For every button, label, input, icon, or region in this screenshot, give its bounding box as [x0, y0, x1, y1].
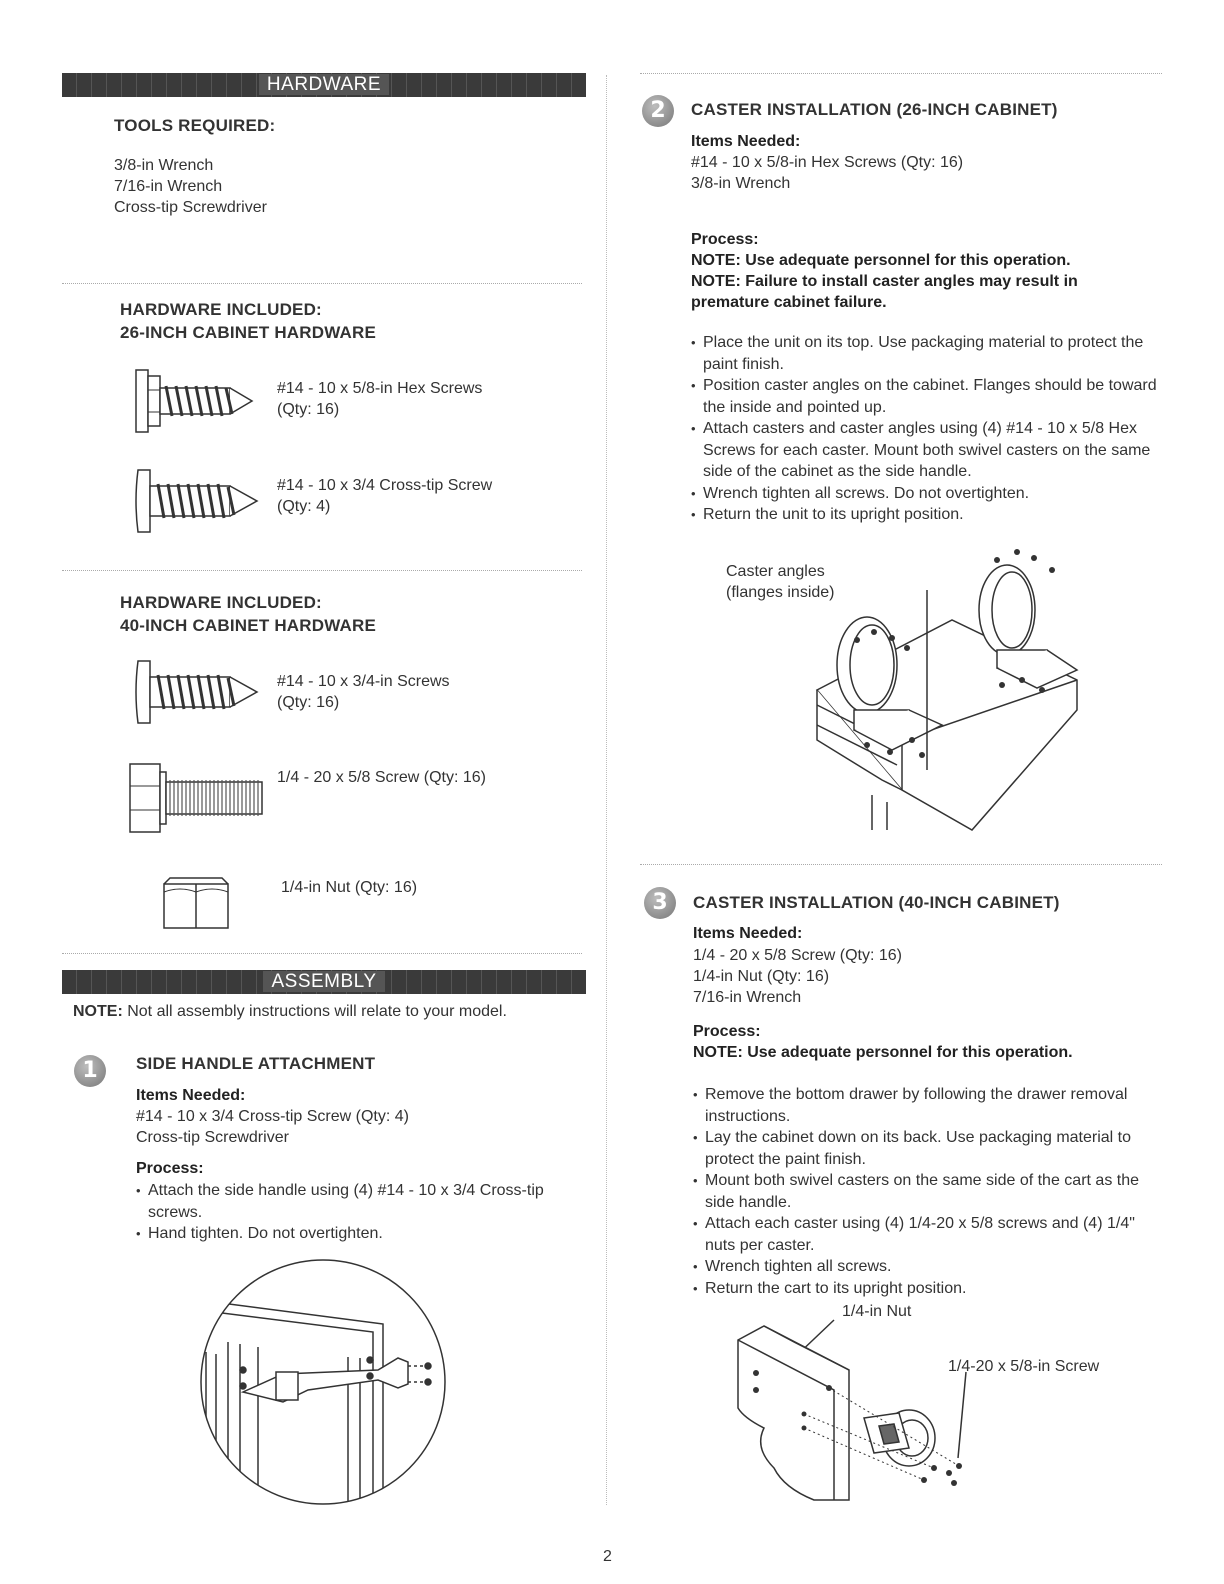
list-item: • Return the unit to its upright position. — [691, 504, 1161, 526]
hw26-item-hex-screws: #14 - 10 x 5/8-in Hex Screws (Qty: 16) — [277, 380, 483, 418]
hw40-item-nut: 1/4-in Nut (Qty: 16) — [281, 879, 418, 896]
hw40-item-screws: #14 - 10 x 3/4-in Screws (Qty: 16) — [277, 673, 450, 711]
bolt-icon — [128, 758, 278, 838]
tool-item: 7/16-in Wrench — [114, 178, 223, 195]
step-3-title: CASTER INSTALLATION (40-INCH CABINET) — [693, 893, 1060, 912]
tools-heading: TOOLS REQUIRED: — [114, 116, 276, 135]
step-1-title: SIDE HANDLE ATTACHMENT — [136, 1054, 376, 1073]
step-2-items-label: Items Needed: — [691, 133, 801, 150]
step-3-items: 1/4 - 20 x 5/8 Screw (Qty: 16) 1/4-in Nut (Qty: 16) 7/16-in Wrench — [693, 947, 902, 1006]
list-item: • Position caster angles on the cabinet. Flanges should be toward the inside and pointed up. — [691, 375, 1161, 418]
tool-item: Cross-tip Screwdriver — [114, 199, 267, 216]
caster-40-illustration — [734, 1318, 974, 1500]
step-1-badge: 1 — [74, 1055, 106, 1087]
step-3-process: Process: NOTE: Use adequate personnel for this operation. — [693, 1023, 1073, 1061]
list-item: • Attach each caster using (4) 1/4-20 x 5/8 screws and (4) 1/4" nuts per caster. — [693, 1213, 1153, 1256]
assembly-banner: ASSEMBLY — [62, 970, 586, 994]
page-number: 2 — [603, 1548, 612, 1565]
step-3-items-label: Items Needed: — [693, 925, 803, 942]
column-divider — [606, 75, 607, 1505]
list-item: • Place the unit on its top. Use packaging material to protect the paint finish. — [691, 332, 1161, 375]
step-1-items: #14 - 10 x 3/4 Cross-tip Screw (Qty: 4) Cross-tip Screwdriver — [136, 1108, 409, 1146]
divider — [62, 570, 582, 571]
step-2-process: Process: NOTE: Use adequate personnel for this operation. NOTE: Failure to install caster angles may result in premature cabinet failure. — [691, 231, 1078, 311]
divider — [640, 73, 1162, 74]
step-2-title: CASTER INSTALLATION (26-INCH CABINET) — [691, 100, 1058, 119]
list-item: • Lay the cabinet down on its back. Use packaging material to protect the paint finish. — [693, 1127, 1153, 1170]
list-item: • Attach the side handle using (4) #14 - 10 x 3/4 Cross-tip screws. — [136, 1180, 596, 1223]
hw26-heading: HARDWARE INCLUDED: 26-INCH CABINET HARDWARE — [120, 300, 377, 342]
screw-icon — [132, 657, 272, 727]
tools-list — [114, 155, 267, 218]
divider — [62, 953, 582, 954]
step-1-items-label: Items Needed: — [136, 1087, 246, 1104]
step-2-bullets — [691, 332, 1161, 526]
list-item: • Hand tighten. Do not overtighten. — [136, 1223, 596, 1245]
assembly-note: NOTE: Not all assembly instructions will relate to your model. — [73, 1003, 507, 1020]
cross-tip-screw-icon — [132, 466, 272, 536]
caster-26-illustration — [812, 540, 1082, 840]
tool-item: 3/8-in Wrench — [114, 157, 214, 174]
list-item: • Wrench tighten all screws. Do not overtighten. — [691, 483, 1161, 505]
hardware-banner: HARDWARE — [62, 73, 586, 97]
hex-screw-icon — [132, 366, 272, 436]
caster-angles-callout: Caster angles (flanges inside) — [726, 563, 835, 601]
step-1-bullets — [136, 1180, 596, 1245]
step-2-items: #14 - 10 x 5/8-in Hex Screws (Qty: 16) 3/8-in Wrench — [691, 154, 964, 192]
list-item: • Return the cart to its upright position. — [693, 1278, 1153, 1300]
step-3-bullets — [693, 1084, 1153, 1299]
step-2-badge: 2 — [642, 95, 674, 127]
list-item: • Attach casters and caster angles using (4) #14 - 10 x 5/8 Hex Screws for each caster. Mount both swivel casters on the same side of the cabinet as the side handle. — [691, 418, 1161, 483]
side-handle-illustration — [198, 1262, 448, 1502]
divider — [640, 864, 1162, 865]
hw26-item-cross-tip-screw: #14 - 10 x 3/4 Cross-tip Screw (Qty: 4) — [277, 477, 493, 515]
nut-callout: 1/4-in Nut — [842, 1303, 912, 1320]
hw40-heading: HARDWARE INCLUDED: 40-INCH CABINET HARDWARE — [120, 593, 377, 635]
list-item: • Remove the bottom drawer by following the drawer removal instructions. — [693, 1084, 1153, 1127]
list-item: • Mount both swivel casters on the same side of the cart as the side handle. — [693, 1170, 1153, 1213]
divider — [62, 283, 582, 284]
nut-icon — [160, 874, 232, 932]
list-item: • Wrench tighten all screws. — [693, 1256, 1153, 1278]
step-3-badge: 3 — [644, 887, 676, 919]
step-1-process-label: Process: — [136, 1160, 204, 1177]
screw-callout: 1/4-20 x 5/8-in Screw — [948, 1358, 1100, 1375]
hw40-item-bolt: 1/4 - 20 x 5/8 Screw (Qty: 16) — [277, 769, 486, 786]
